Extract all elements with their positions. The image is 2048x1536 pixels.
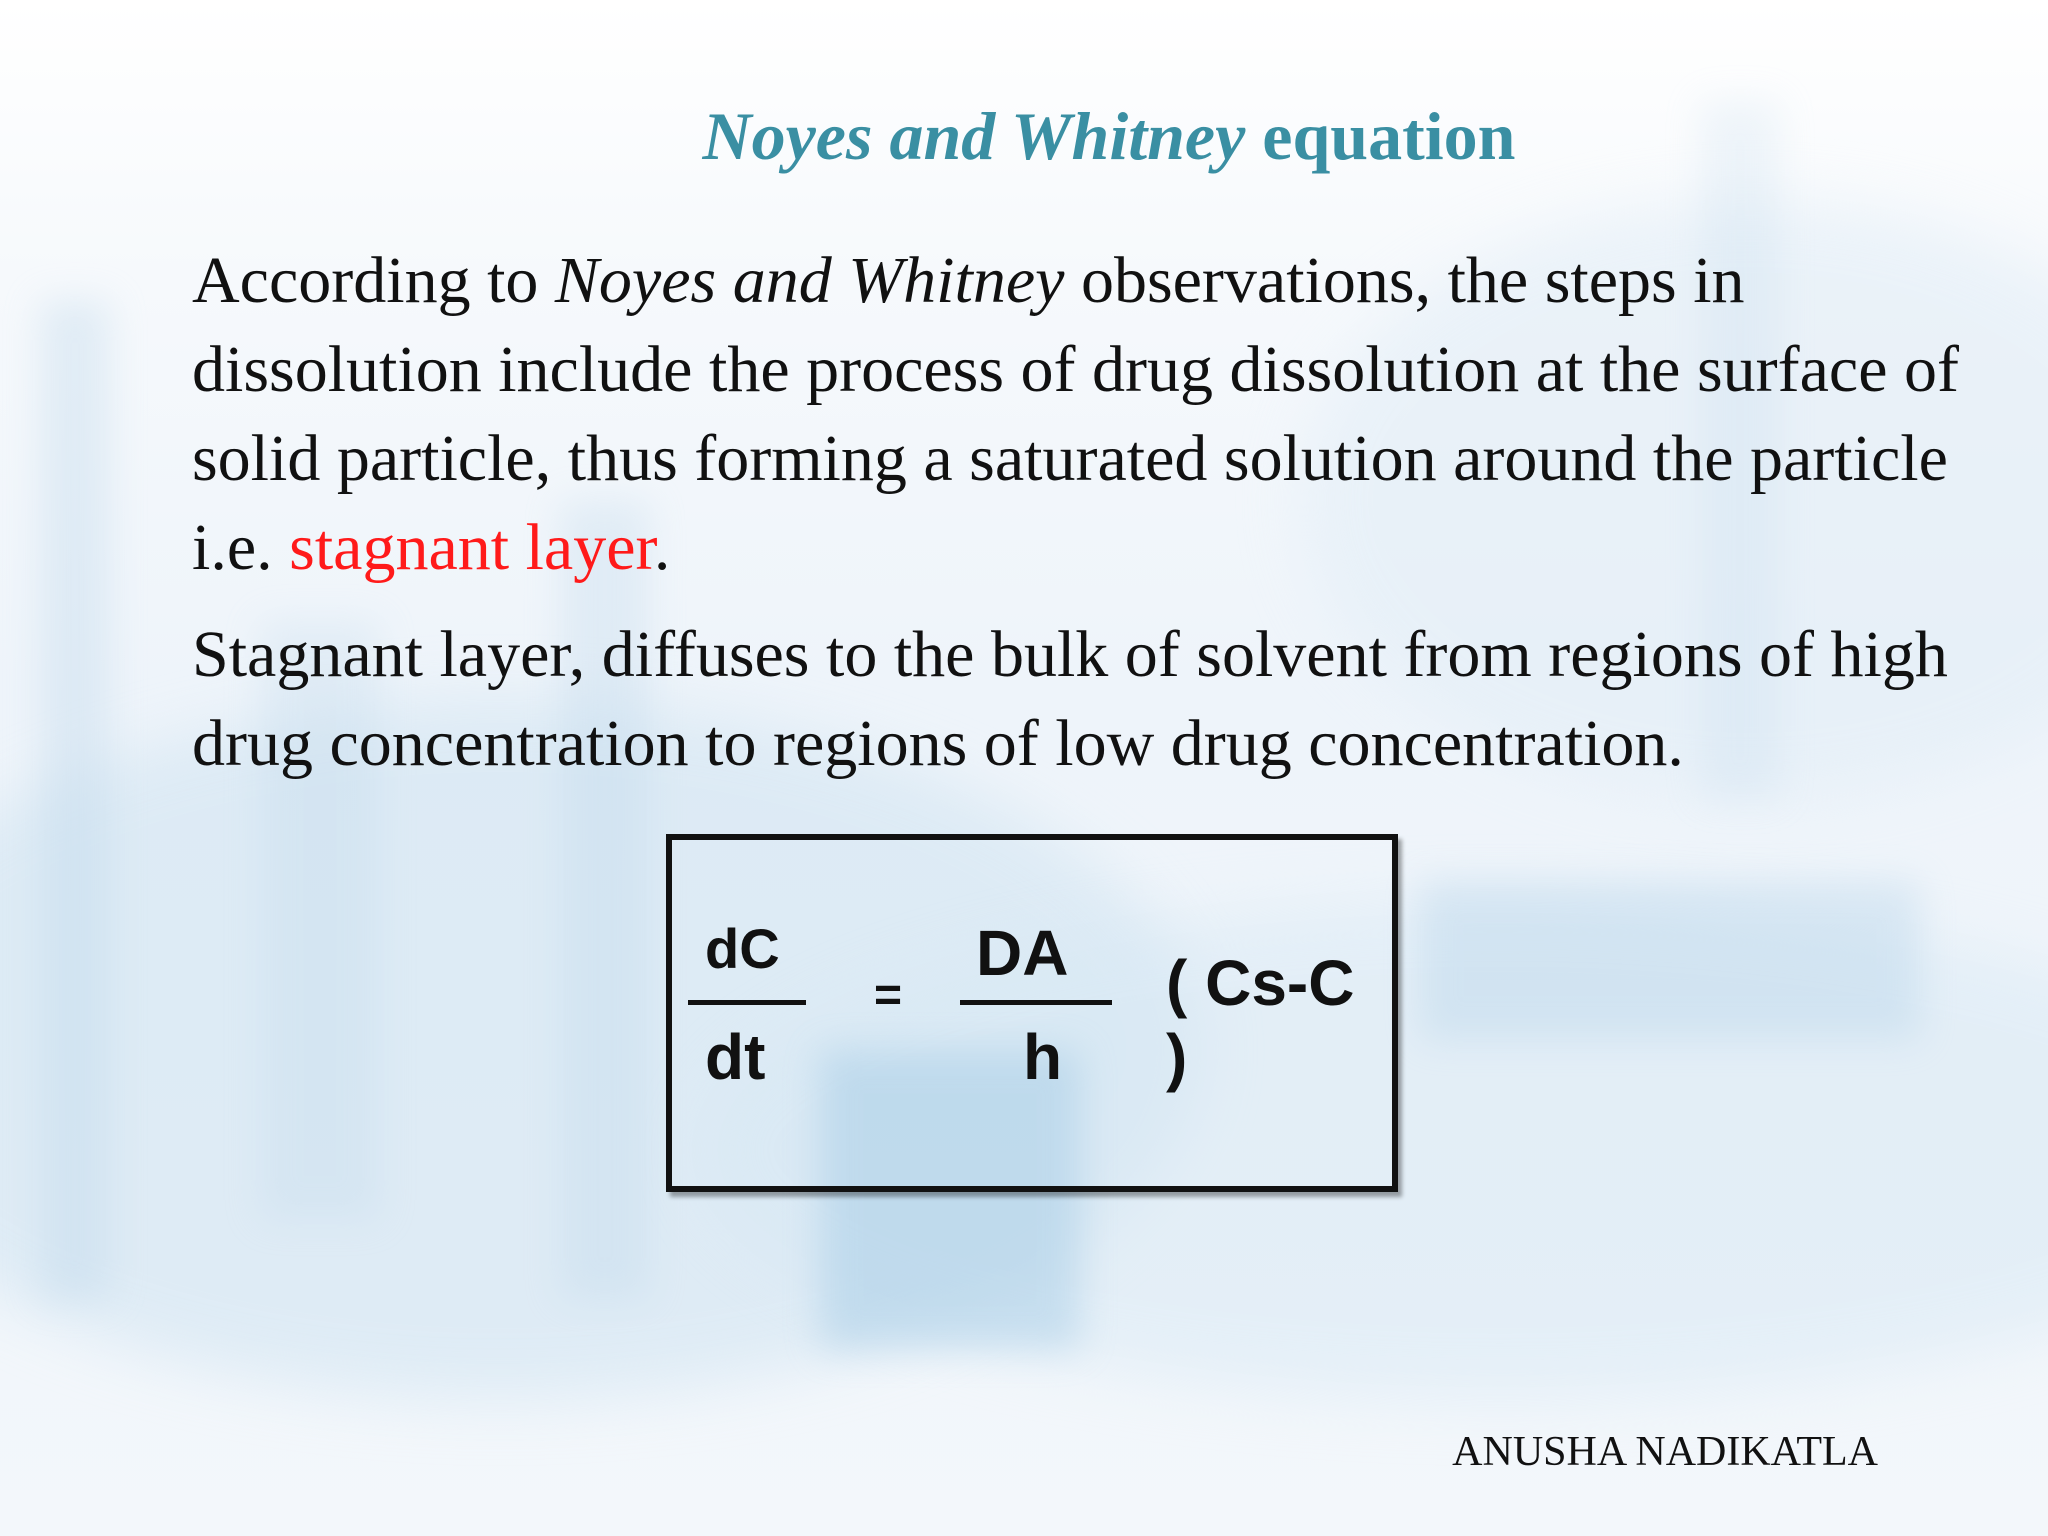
- paragraph-diffusion: Stagnant layer, diffuses to the bulk of solvent from regions of high drug concentration to regions of low drug concentration.: [192, 618, 1948, 780]
- eq-term: ( Cs-C ): [1166, 947, 1355, 1093]
- p1-highlight-stagnant-layer: stagnant layer: [289, 511, 654, 584]
- eq-lhs-denominator: dt: [705, 1021, 766, 1093]
- eq-rhs-numerator: DA: [976, 917, 1069, 989]
- eq-rhs-denominator: h: [1023, 1021, 1063, 1093]
- equation-box: [666, 834, 1398, 1192]
- paragraph-observations: [192, 236, 2032, 592]
- p1-intro: According to: [192, 244, 555, 317]
- footer-author: ANUSHA NADIKATLA: [1452, 1429, 1878, 1475]
- eq-lhs-numerator: dC: [705, 917, 780, 980]
- p1-text: observations, the steps in dissolution include the process of drug dissolution at the surface of solid particle, thus forming a saturated solution around the particle i.e.: [192, 244, 1959, 584]
- p1-italic-names: Noyes and Whitney: [554, 244, 1065, 317]
- eq-lhs-fraction-line: [688, 1000, 806, 1005]
- eq-rhs-fraction-line: [960, 1000, 1112, 1005]
- eq-equals: =: [874, 969, 903, 1022]
- p1-end: .: [653, 511, 671, 584]
- title-normal: equation: [1245, 98, 1516, 174]
- title-italic: Noyes and Whitney: [702, 98, 1246, 174]
- slide-title: [0, 96, 2048, 178]
